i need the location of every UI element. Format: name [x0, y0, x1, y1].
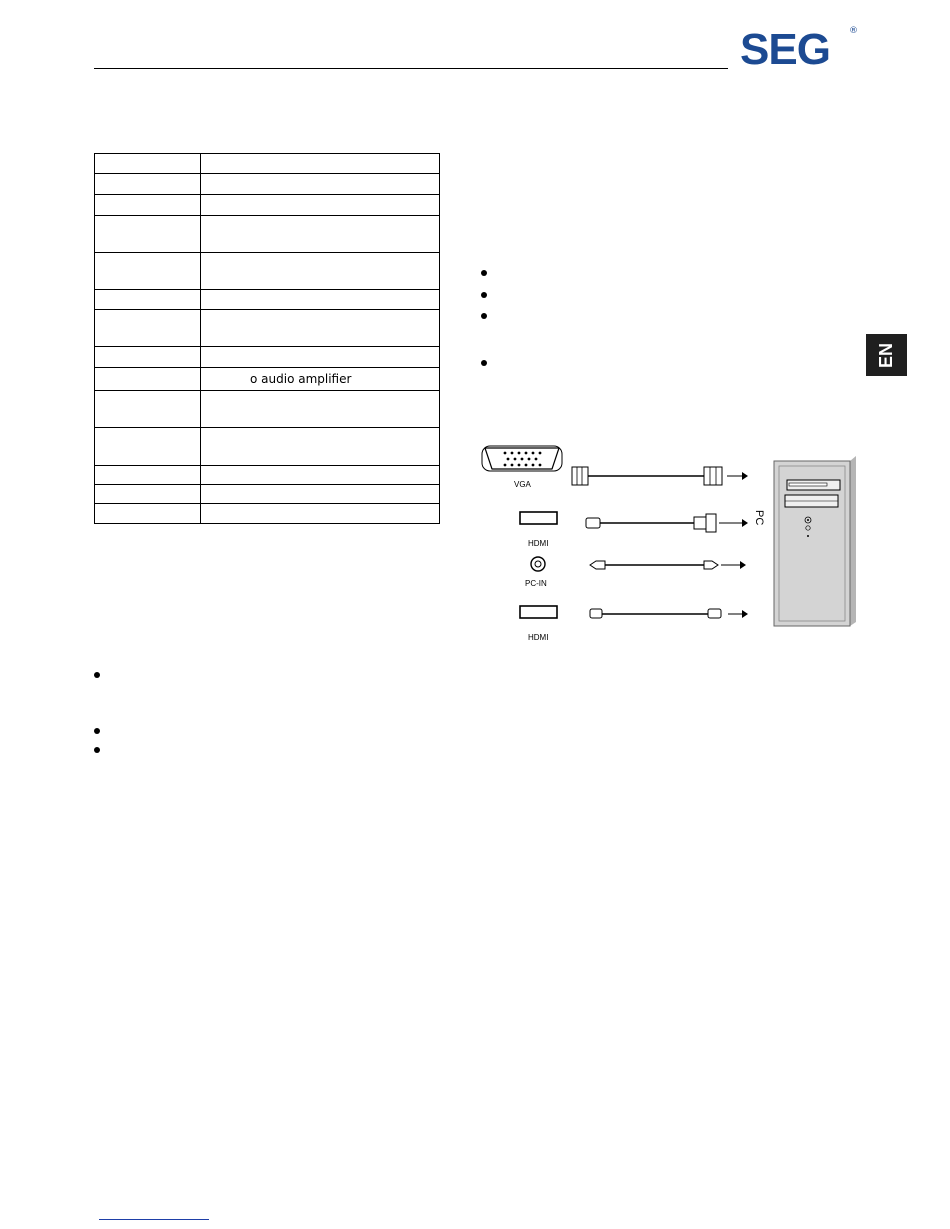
- spec-value: [201, 504, 440, 524]
- vga-port-icon: [482, 446, 562, 471]
- table-row: [95, 174, 440, 195]
- audio-jack-icon: [531, 557, 545, 571]
- hdmi-port-icon: [520, 512, 557, 524]
- table-row: [95, 216, 440, 253]
- hdmi-port-label: HDMI: [528, 539, 549, 548]
- spec-value: [201, 216, 440, 253]
- vga-port-label: VGA: [514, 480, 531, 489]
- registered-mark: ®: [849, 26, 858, 36]
- spec-key: [95, 195, 201, 216]
- spec-value: [201, 154, 440, 174]
- hdmi-port-icon: [520, 606, 557, 618]
- language-tab: [866, 334, 907, 376]
- hdmi-cable-icon: [590, 609, 748, 618]
- language-tab-label: EN: [875, 342, 896, 368]
- spec-key: [95, 154, 201, 174]
- spec-key: [95, 253, 201, 290]
- vga-cable-icon: [572, 467, 748, 485]
- spec-key: [95, 290, 201, 310]
- bullet-marker: [481, 292, 487, 298]
- spec-value: [201, 253, 440, 290]
- brand-logo: [740, 24, 858, 76]
- table-row: [95, 485, 440, 504]
- spec-value: [201, 466, 440, 485]
- bullet-marker: [94, 728, 100, 734]
- hdmi-port-label: HDMI: [528, 633, 549, 642]
- spec-key: [95, 466, 201, 485]
- spec-value: [201, 391, 440, 428]
- spec-value: [201, 428, 440, 466]
- pc-connection-diagram: [478, 440, 863, 650]
- hdmi-cable-icon: [586, 514, 748, 532]
- spec-key: [95, 368, 201, 391]
- pc-tower-icon: [774, 456, 856, 626]
- spec-key: [95, 347, 201, 368]
- table-row: [95, 253, 440, 290]
- table-row: [95, 310, 440, 347]
- bullet-marker: [94, 672, 100, 678]
- spec-key: [95, 428, 201, 466]
- spec-key: [95, 485, 201, 504]
- spec-value-text: o audio amplifier: [250, 372, 352, 386]
- table-row: [95, 368, 440, 391]
- bullet-marker: [481, 360, 487, 366]
- spec-value: [201, 347, 440, 368]
- spec-key: [95, 504, 201, 524]
- brand-logo-text: SEG: [740, 25, 830, 74]
- spec-value: [201, 310, 440, 347]
- bullet-marker: [94, 747, 100, 753]
- header-rule: [94, 68, 728, 69]
- table-row: [95, 504, 440, 524]
- spec-key: [95, 174, 201, 195]
- table-row: [95, 290, 440, 310]
- spec-value: [201, 195, 440, 216]
- spec-value: [201, 290, 440, 310]
- pc-in-port-label: PC-IN: [525, 579, 547, 588]
- bullet-marker: [481, 270, 487, 276]
- audio-cable-icon: [590, 561, 746, 569]
- table-row: [95, 391, 440, 428]
- table-row: [95, 428, 440, 466]
- bullet-marker: [481, 313, 487, 319]
- spec-value: [201, 368, 440, 391]
- table-row: [95, 466, 440, 485]
- table-row: [95, 195, 440, 216]
- table-row: [95, 154, 440, 174]
- spec-value: [201, 485, 440, 504]
- table-row: [95, 347, 440, 368]
- spec-key: [95, 391, 201, 428]
- spec-key: [95, 310, 201, 347]
- spec-table: [94, 153, 440, 524]
- pc-label: PC: [753, 510, 765, 526]
- footer-link-underline[interactable]: [99, 1219, 209, 1220]
- spec-key: [95, 216, 201, 253]
- spec-value: [201, 174, 440, 195]
